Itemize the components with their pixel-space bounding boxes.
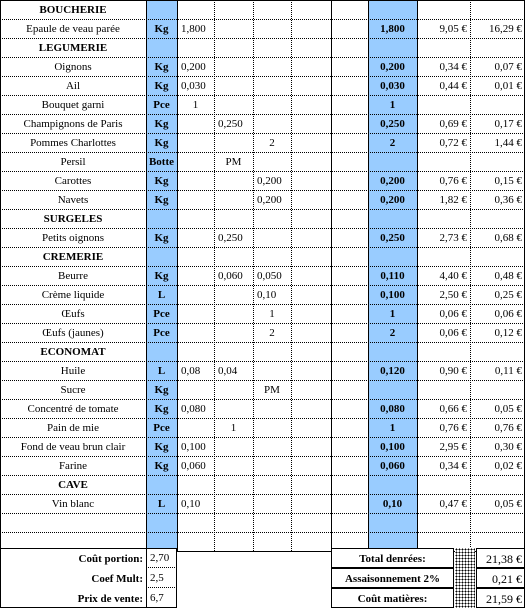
ingredient-name: Beurre: [58, 269, 88, 282]
quantity-cell: 1: [269, 307, 275, 320]
ingredient-name: Carottes: [54, 174, 92, 187]
section-header: CREMERIE: [42, 250, 104, 263]
total-quantity: 1: [389, 421, 396, 434]
quantity-cell: [214, 381, 253, 399]
quantity-cell: [214, 96, 253, 114]
ingredient-name: Crème liquide: [41, 288, 105, 301]
unit-price: 0,76 €: [439, 174, 467, 187]
total-quantity: 0,100: [380, 288, 405, 301]
line-cost: 0,05 €: [494, 497, 522, 510]
quantity-cell: [253, 457, 291, 475]
quantity-cell: [291, 495, 331, 513]
quantity-cell: [214, 286, 253, 304]
quantity-cell: [177, 267, 214, 285]
total-quantity: [368, 381, 417, 399]
quantity-cell: [253, 400, 291, 418]
quantity-cell: [291, 381, 331, 399]
line-cost: 0,01 €: [494, 79, 522, 92]
quantity-cell: [291, 438, 331, 456]
unit-cell: Pce: [153, 307, 170, 320]
line-cost: 0,48 €: [494, 269, 522, 282]
quantity-cell: [177, 419, 214, 437]
line-cost: [470, 96, 525, 114]
row-divider: [0, 513, 525, 514]
total-quantity: 1,800: [380, 22, 405, 35]
total-quantity: 0,060: [380, 459, 405, 472]
quantity-cell: [291, 77, 331, 95]
unit-price: 2,73 €: [439, 231, 467, 244]
ingredient-name: Oignons: [54, 60, 92, 73]
quantity-cell: 1: [192, 98, 199, 111]
line-cost: 0,12 €: [494, 326, 522, 339]
quantity-cell: [177, 286, 214, 304]
unit-price: 0,66 €: [439, 402, 467, 415]
quantity-cell: [291, 324, 331, 342]
quantity-cell: 2: [269, 326, 275, 339]
quantity-cell: [253, 115, 291, 133]
unit-cell: Kg: [154, 459, 169, 472]
unit-price: 0,76 €: [439, 421, 467, 434]
quantity-cell: 0,080: [181, 402, 206, 415]
ingredient-name: Champignons de Paris: [23, 117, 123, 130]
ingredient-name: Bouquet garni: [41, 98, 105, 111]
quantity-cell: [214, 20, 253, 38]
unit-price: 2,50 €: [439, 288, 467, 301]
quantity-cell: [214, 305, 253, 323]
quantity-cell: [177, 153, 214, 171]
line-cost: 16,29 €: [489, 22, 522, 35]
ingredient-name: Œufs: [61, 307, 85, 320]
quantity-cell: [291, 115, 331, 133]
quantity-cell: 0,060: [218, 269, 243, 282]
quantity-cell: [214, 191, 253, 209]
quantity-cell: [177, 134, 214, 152]
quantity-cell: [214, 58, 253, 76]
prix-vente-label: Prix de vente:: [77, 593, 143, 605]
quantity-cell: [253, 362, 291, 380]
ingredient-name: Farine: [58, 459, 88, 472]
ingredient-name: Fond de veau brun clair: [20, 440, 126, 453]
section-header: BOUCHERIE: [39, 3, 107, 16]
unit-cell: Pce: [153, 326, 170, 339]
quantity-cell: 0,250: [218, 117, 243, 130]
total-quantity: 0,030: [380, 79, 405, 92]
quantity-cell: [214, 495, 253, 513]
total-quantity: 0,200: [380, 174, 405, 187]
unit-price: [417, 96, 470, 114]
quantity-cell: [291, 362, 331, 380]
hatched-fill: [455, 548, 475, 608]
line-cost: 0,02 €: [494, 459, 522, 472]
total-quantity: 0,200: [380, 193, 405, 206]
unit-cell: Botte: [148, 155, 175, 168]
quantity-cell: 1: [230, 421, 237, 434]
quantity-cell: [291, 400, 331, 418]
quantity-cell: [253, 96, 291, 114]
unit-price: [417, 381, 470, 399]
section-header: ECONOMAT: [40, 345, 106, 358]
quantity-cell: [177, 115, 214, 133]
quantity-cell: PM: [264, 383, 280, 396]
quantity-cell: [291, 229, 331, 247]
quantity-cell: 0,10: [257, 288, 277, 301]
total-quantity: 0,250: [380, 231, 405, 244]
unit-cell: Kg: [154, 269, 169, 282]
quantity-cell: [291, 153, 331, 171]
line-cost: 0,76 €: [494, 421, 522, 434]
unit-price: 0,69 €: [439, 117, 467, 130]
quantity-cell: 0,100: [181, 440, 206, 453]
line-cost: 0,07 €: [494, 60, 522, 73]
ingredient-name: Persil: [60, 155, 86, 168]
quantity-cell: [214, 172, 253, 190]
ingredient-name: Vin blanc: [51, 497, 95, 510]
quantity-cell: [291, 58, 331, 76]
total-quantity: 1: [389, 98, 396, 111]
quantity-cell: 0,030: [181, 79, 206, 92]
row-divider: [0, 532, 525, 533]
assaisonnement-label: Assaisonnement 2%: [344, 573, 441, 585]
quantity-cell: [214, 77, 253, 95]
ingredient-name: Navets: [57, 193, 89, 206]
quantity-cell: 0,050: [257, 269, 282, 282]
unit-price: [417, 153, 470, 171]
quantity-cell: [291, 305, 331, 323]
quantity-cell: [291, 134, 331, 152]
unit-cell: Kg: [154, 117, 169, 130]
quantity-cell: [291, 172, 331, 190]
unit-price: 0,47 €: [439, 497, 467, 510]
line-cost: [470, 381, 525, 399]
quantity-cell: [177, 381, 214, 399]
total-quantity: 0,200: [380, 60, 405, 73]
line-cost: 0,15 €: [494, 174, 522, 187]
unit-price: 0,06 €: [439, 326, 467, 339]
quantity-cell: 0,200: [257, 174, 282, 187]
unit-cell: L: [157, 497, 166, 510]
quantity-cell: [291, 267, 331, 285]
ingredient-name: Pommes Charlottes: [30, 136, 116, 149]
line-cost: 0,11 €: [494, 364, 522, 377]
total-quantity: 0,100: [380, 440, 405, 453]
total-quantity: 0,250: [380, 117, 405, 130]
quantity-cell: [177, 191, 214, 209]
quantity-cell: 2: [269, 136, 275, 149]
unit-cell: Kg: [154, 174, 169, 187]
total-denrees-label: Total denrées:: [359, 553, 426, 565]
ingredient-name: Pain de mie: [47, 421, 99, 434]
total-quantity: 1: [389, 307, 396, 320]
quantity-cell: 1,800: [181, 22, 206, 35]
ingredient-name: Petits oignons: [41, 231, 105, 244]
unit-price: 4,40 €: [439, 269, 467, 282]
quantity-cell: [214, 400, 253, 418]
quantity-cell: [291, 96, 331, 114]
cout-matieres-label: Coût matières:: [357, 593, 428, 605]
unit-cell: Kg: [154, 79, 169, 92]
coef-mult-label: Coef Mult:: [91, 573, 143, 585]
unit-price: 9,05 €: [439, 22, 467, 35]
line-cost: 0,06 €: [494, 307, 522, 320]
quantity-cell: [253, 77, 291, 95]
quantity-cell: 0,250: [218, 231, 243, 244]
quantity-cell: [177, 229, 214, 247]
total-quantity: 0,10: [382, 497, 403, 510]
unit-price: 0,34 €: [439, 459, 467, 472]
quantity-cell: [253, 153, 291, 171]
total-quantity: 2: [389, 326, 396, 339]
quantity-cell: [253, 495, 291, 513]
unit-price: 0,44 €: [439, 79, 467, 92]
quantity-cell: [177, 172, 214, 190]
assaisonnement-value: 0,21 €: [492, 572, 522, 586]
quantity-cell: [253, 20, 291, 38]
quantity-cell: [214, 438, 253, 456]
line-cost: 1,44 €: [494, 136, 522, 149]
coef-mult-value: 2,5: [150, 572, 164, 584]
section-header: SURGELES: [43, 212, 103, 225]
unit-price: 2,95 €: [439, 440, 467, 453]
unit-cell: L: [157, 364, 166, 377]
quantity-cell: [253, 438, 291, 456]
quantity-cell: 0,04: [218, 364, 238, 377]
unit-cell: Kg: [154, 60, 169, 73]
quantity-cell: [177, 324, 214, 342]
ingredient-name: Epaule de veau parée: [26, 22, 120, 35]
quantity-cell: 0,200: [181, 60, 206, 73]
unit-price: 0,90 €: [439, 364, 467, 377]
unit-price: 0,06 €: [439, 307, 467, 320]
line-cost: 0,68 €: [494, 231, 522, 244]
unit-cell: Kg: [154, 231, 169, 244]
quantity-cell: 0,060: [181, 459, 206, 472]
line-cost: 0,25 €: [494, 288, 522, 301]
quantity-cell: 0,200: [257, 193, 282, 206]
unit-cell: Kg: [154, 440, 169, 453]
unit-cell: Kg: [154, 193, 169, 206]
quantity-cell: PM: [225, 155, 242, 168]
ingredient-name: Ail: [65, 79, 81, 92]
quantity-cell: [253, 58, 291, 76]
cout-portion-value: 2,70: [150, 552, 170, 564]
cout-matieres-value: 21,59 €: [486, 592, 522, 606]
unit-cell: Kg: [154, 402, 169, 415]
quantity-cell: [291, 191, 331, 209]
ingredient-name: Œufs (jaunes): [42, 326, 104, 339]
unit-cell: Pce: [153, 421, 170, 434]
quantity-cell: [177, 305, 214, 323]
column-divider: [331, 0, 332, 551]
ingredient-name: Huile: [60, 364, 86, 377]
total-quantity: [368, 153, 417, 171]
quantity-cell: [253, 229, 291, 247]
quantity-cell: [291, 20, 331, 38]
ingredient-name: Concentré de tomate: [27, 402, 119, 415]
line-cost: 0,17 €: [494, 117, 522, 130]
unit-cell: Kg: [154, 22, 169, 35]
section-header: CAVE: [58, 478, 88, 491]
quantity-cell: [214, 134, 253, 152]
unit-price: 0,72 €: [439, 136, 467, 149]
prix-vente-value: 6,7: [150, 592, 164, 604]
line-cost: 0,36 €: [494, 193, 522, 206]
quantity-cell: 0,10: [181, 497, 201, 510]
quantity-cell: [291, 457, 331, 475]
total-quantity: 0,080: [380, 402, 405, 415]
quantity-cell: [253, 419, 291, 437]
unit-cell: Kg: [154, 383, 169, 396]
ingredient-name: Sucre: [60, 383, 86, 396]
unit-price: 0,34 €: [439, 60, 467, 73]
quantity-cell: 0,08: [181, 364, 201, 377]
quantity-cell: [291, 419, 331, 437]
section-header: LEGUMERIE: [38, 41, 108, 54]
unit-cell: Pce: [153, 98, 170, 111]
unit-cell: L: [157, 288, 166, 301]
line-cost: 0,05 €: [494, 402, 522, 415]
total-quantity: 0,110: [380, 269, 405, 282]
quantity-cell: [291, 286, 331, 304]
quantity-cell: [214, 457, 253, 475]
total-denrees-value: 21,38 €: [486, 552, 522, 566]
quantity-cell: [214, 324, 253, 342]
unit-cell: Kg: [154, 136, 169, 149]
total-quantity: 0,120: [380, 364, 405, 377]
cout-portion-label: Coût portion:: [78, 553, 143, 565]
line-cost: [470, 153, 525, 171]
unit-price: 1,82 €: [439, 193, 467, 206]
total-quantity: 2: [389, 136, 396, 149]
line-cost: 0,30 €: [494, 440, 522, 453]
